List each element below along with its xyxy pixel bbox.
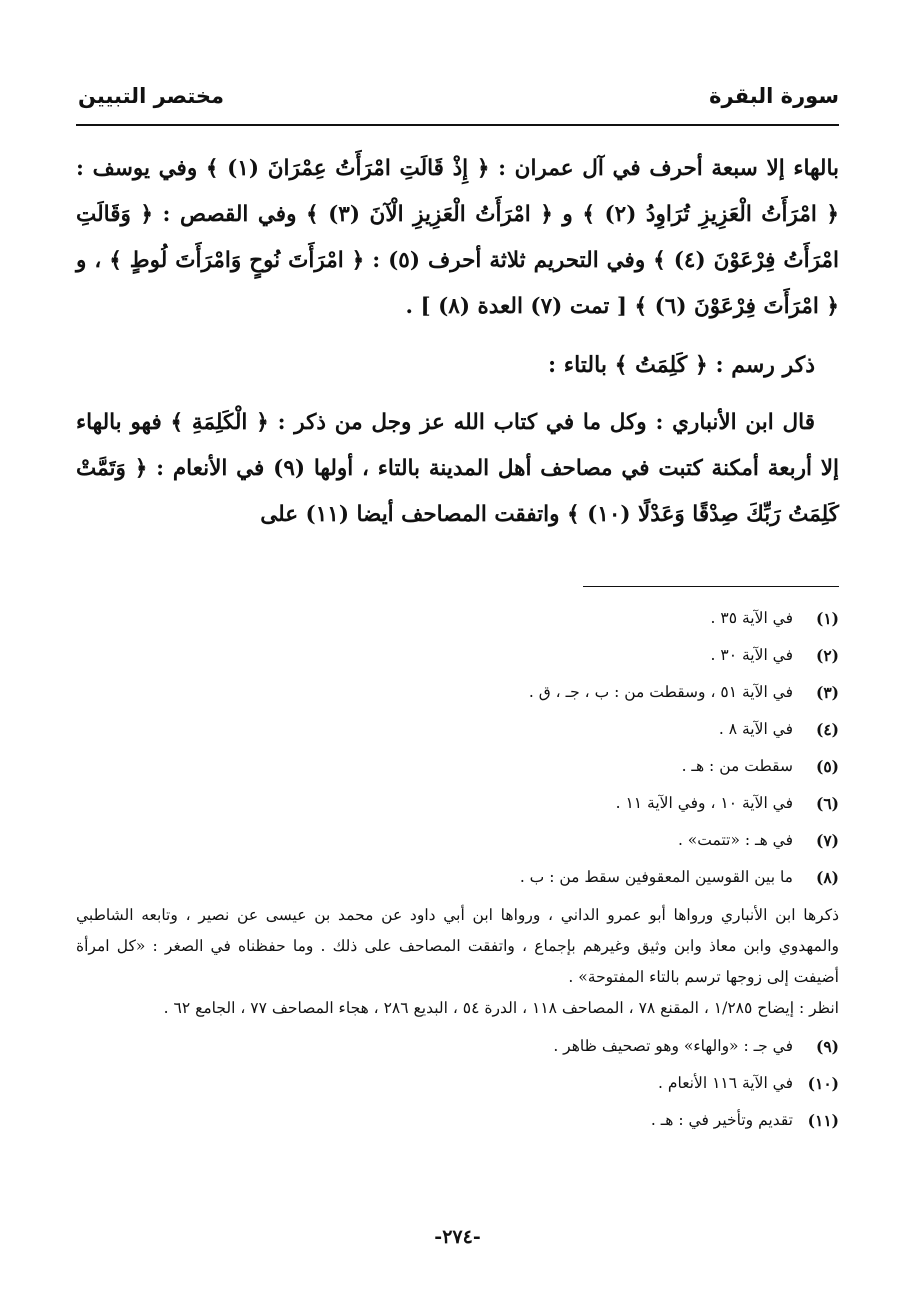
footnote-text: ما بين القوسين المعقوفين سقط من : ب .	[519, 868, 793, 886]
footnote-text: في الآية ١١٦ الأنعام .	[658, 1074, 793, 1092]
footnote-number: (٨)	[815, 868, 839, 887]
footnote-3	[76, 674, 839, 711]
page-number: -٢٧٤-	[434, 1226, 481, 1248]
footnote-8-references: انظر : إيضاح ١/٢٨٥ ، المقنع ٧٨ ، المصاحف ١١٨ ، الدرة ٥٤ ، البديع ٢٨٦ ، هجاء المصاحف ٧٧ ، الجامع ٦٢ .	[163, 999, 839, 1017]
footnote-number: (٥)	[815, 757, 839, 776]
surah-title: سورة البقرة	[709, 84, 839, 108]
footnote-1	[76, 600, 839, 637]
footnote-5	[76, 748, 839, 785]
footnote-text: تقديم وتأخير في : هـ .	[650, 1111, 793, 1129]
footnote-text: سقطت من : هـ .	[681, 757, 793, 775]
footnote-number: (١١)	[807, 1111, 839, 1130]
footnote-7	[76, 822, 839, 859]
footnote-number: (٢)	[815, 646, 839, 665]
paragraph-1: بالهاء إلا سبعة أحرف في آل عمران : ﴿ إِذْ قَالَتِ امْرَأَتُ عِمْرَانَ (١) ﴾ وفي يوسف : ﴿ امْرَأَتُ الْعَزِيزِ تُرَاوِدُ (٢) ﴾ و ﴿ امْرَأَتُ الْعَزِيزِ الْآنَ (٣) ﴾ وفي القصص : ﴿ وَقَالَتِ امْرَأَتُ فِرْعَوْنَ (٤) ﴾ وفي التحريم ثلاثة أحرف (٥) : ﴿ امْرَأَتَ نُوحٍ وَامْرَأَتَ لُوطٍ ﴾ ، و ﴿ امْرَأَتَ فِرْعَوْنَ (٦) ﴾ [ تمت (٧) العدة (٨) ] .	[76, 156, 840, 319]
footnote-divider	[583, 586, 839, 587]
footnote-text: في الآية ٣٥ .	[710, 609, 793, 627]
footnote-number: (١٠)	[807, 1074, 839, 1093]
footnote-11	[76, 1102, 839, 1139]
section-heading: ذكر رسم : ﴿ كَلِمَتُ ﴾ بالتاء :	[547, 352, 815, 378]
footnote-6	[76, 785, 839, 822]
footnote-text: في هـ : «تتمت» .	[677, 831, 793, 849]
paragraph-2: قال ابن الأنباري : وكل ما في كتاب الله عز وجل من ذكر : ﴿ الْكَلِمَةِ ﴾ فهو بالهاء إلا أربعة أمكنة كتبت في مصاحف أهل المدينة بالتاء ، أولها (٩) في الأنعام : ﴿ وَتَمَّتْ كَلِمَتُ رَبِّكَ صِدْقًا وَعَدْلًا (١٠) ﴾ واتفقت المصاحف أيضا (١١) على	[76, 410, 839, 527]
footnote-4	[76, 711, 839, 748]
main-text	[76, 146, 839, 538]
footnote-text: في الآية ١٠ ، وفي الآية ١١ .	[615, 794, 793, 812]
footnote-2	[76, 637, 839, 674]
footnote-number: (٣)	[815, 683, 839, 702]
book-title: مختصر التبيين	[78, 84, 225, 108]
footnote-number: (٧)	[815, 831, 839, 850]
footnote-number: (٤)	[815, 720, 839, 739]
header-divider	[76, 124, 839, 126]
footnote-text: في الآية ٥١ ، وسقطت من : ب ، جـ ، ق .	[528, 683, 793, 701]
footnotes	[76, 600, 839, 1139]
footnote-text: في الآية ٨ .	[718, 720, 793, 738]
footnote-text: في الآية ٣٠ .	[710, 646, 793, 664]
footnote-8	[76, 859, 839, 896]
footnote-8-paragraph: ذكرها ابن الأنباري ورواها أبو عمرو الداني ، ورواها ابن أبي داود عن محمد بن عيسى عن نصير ، وتابعه الشاطبي والمهدوي وابن معاذ وابن وثيق وغيرهم بإجماع ، واتفقت المصاحف على ذلك . وما حفظناه في الصغر : «كل امرأة أضيفت إلى زوجها ترسم بالتاء المفتوحة» .	[76, 906, 839, 986]
footnote-text: في جـ : «والهاء» وهو تصحيف ظاهر .	[553, 1037, 793, 1055]
footnote-number: (١)	[815, 609, 839, 628]
footnote-number: (٩)	[815, 1037, 839, 1056]
footnote-number: (٦)	[815, 794, 839, 813]
footnote-8-details	[76, 900, 839, 1024]
footnote-9	[76, 1028, 839, 1065]
footnote-10	[76, 1065, 839, 1102]
